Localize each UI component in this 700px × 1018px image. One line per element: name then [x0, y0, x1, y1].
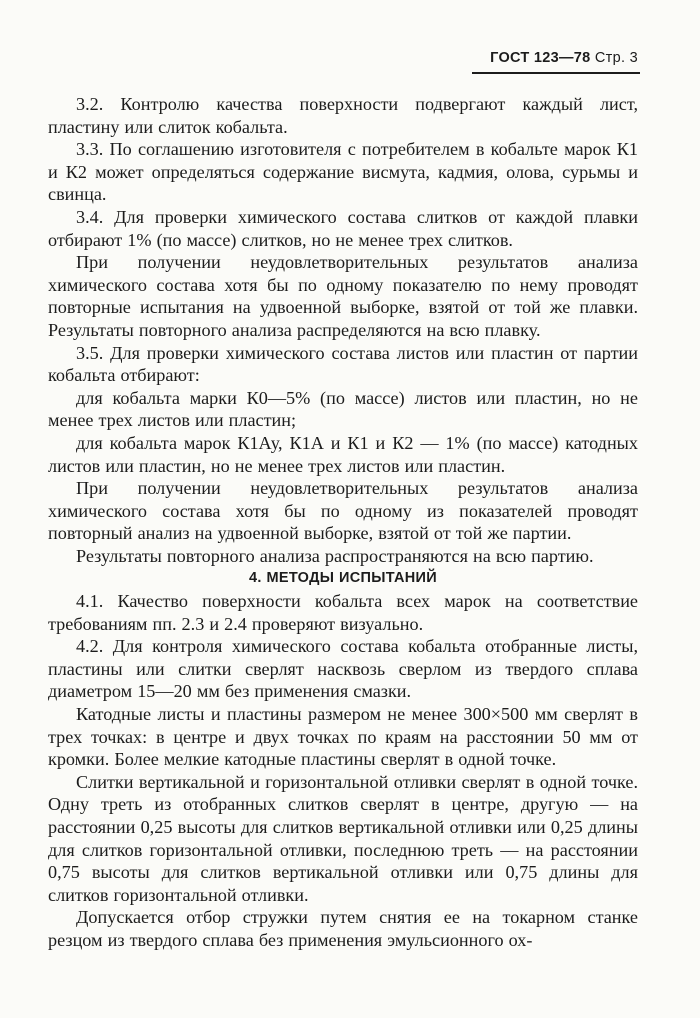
paragraph-4-2: 4.2. Для контроля химического состава кобальта отобранные листы, пластины или слитки сверлят насквозь сверлом из твердого сплава диаметром 15—20 мм без применения смазки.: [48, 636, 638, 702]
paragraph-4-2-shavings: Допускается отбор стружки путем снятия ее на токарном станке резцом из твердого сплава без применения эмульсионного ох-: [48, 907, 638, 950]
section-4-title: 4. МЕТОДЫ ИСПЫТАНИЙ: [249, 570, 437, 587]
paragraph-3-2: 3.2. Контролю качества поверхности подвергают каждый лист, пластину или слиток кобальта.: [48, 94, 638, 137]
paragraph-3-3: 3.3. По соглашению изготовителя с потребителем в кобальте марок К1 и К2 может определяться содержание висмута, кадмия, олова, сурьмы и свинца.: [48, 139, 638, 205]
paragraph-3-5-repeat: При получении неудовлетворительных результатов анализа химического состава хотя бы по одному из показателей проводят повторный анализ на удвоенной выборке, взятой от той же партии.: [48, 478, 638, 544]
paragraph-4-1: 4.1. Качество поверхности кобальта всех марок на соответствие требованиям пп. 2.3 и 2.4 проверяют визуально.: [48, 591, 638, 634]
paragraph-3-4: 3.4. Для проверки химического состава слитков от каждой плавки отбирают 1% (по массе) слитков, но не менее трех слитков.: [48, 206, 638, 250]
paragraph-3-5-result: Результаты повторного анализа распространяются на всю партию.: [76, 545, 594, 566]
paragraph-3-5: 3.5. Для проверки химического состава листов или пластин от партии кобальта отбирают:: [48, 342, 638, 386]
paragraph-3-4-repeat: При получении неудовлетворительных результатов анализа химического состава хотя бы по одному показателю по нему проводят повторные испытания на удвоенной выборке, взятой от той же плавки. Результаты повторного анализа распределяются на всю плавку.: [48, 252, 638, 340]
standard-number: ГОСТ 123—78: [490, 50, 591, 66]
paragraph-4-2-cathode: Катодные листы и пластины размером не менее 300×500 мм сверлят в трех точках: в центре и двух точках по краям на расстоянии 50 мм от кромки. Более мелкие катодные пластины сверлят в одной точке.: [48, 704, 638, 770]
paragraph-3-5-item-b: для кобальта марок К1Ау, К1А и К1 и К2 — 1% (по массе) катодных листов или пластин, но не менее трех листов или пластин.: [48, 432, 638, 476]
page-header: [490, 50, 638, 66]
page-number: Стр. 3: [594, 50, 638, 66]
document-body: [48, 93, 638, 952]
paragraph-3-5-item-a: для кобальта марки К0—5% (по массе) листов или пластин, но не менее трех листов или пластин;: [48, 387, 638, 431]
header-divider: [472, 72, 640, 74]
paragraph-4-2-ingots: Слитки вертикальной и горизонтальной отливки сверлят в одной точке. Одну треть из отобранных слитков сверлят в центре, другую — на расстоянии 0,25 высоты для слитков вертикальной отливки или 0,25 длины для слитков горизонтальной отливки, последнюю треть — на расстоянии 0,75 высоты для слитков вертикальной отливки или 0,75 длины для слитков горизонтальной отливки.: [48, 771, 638, 905]
